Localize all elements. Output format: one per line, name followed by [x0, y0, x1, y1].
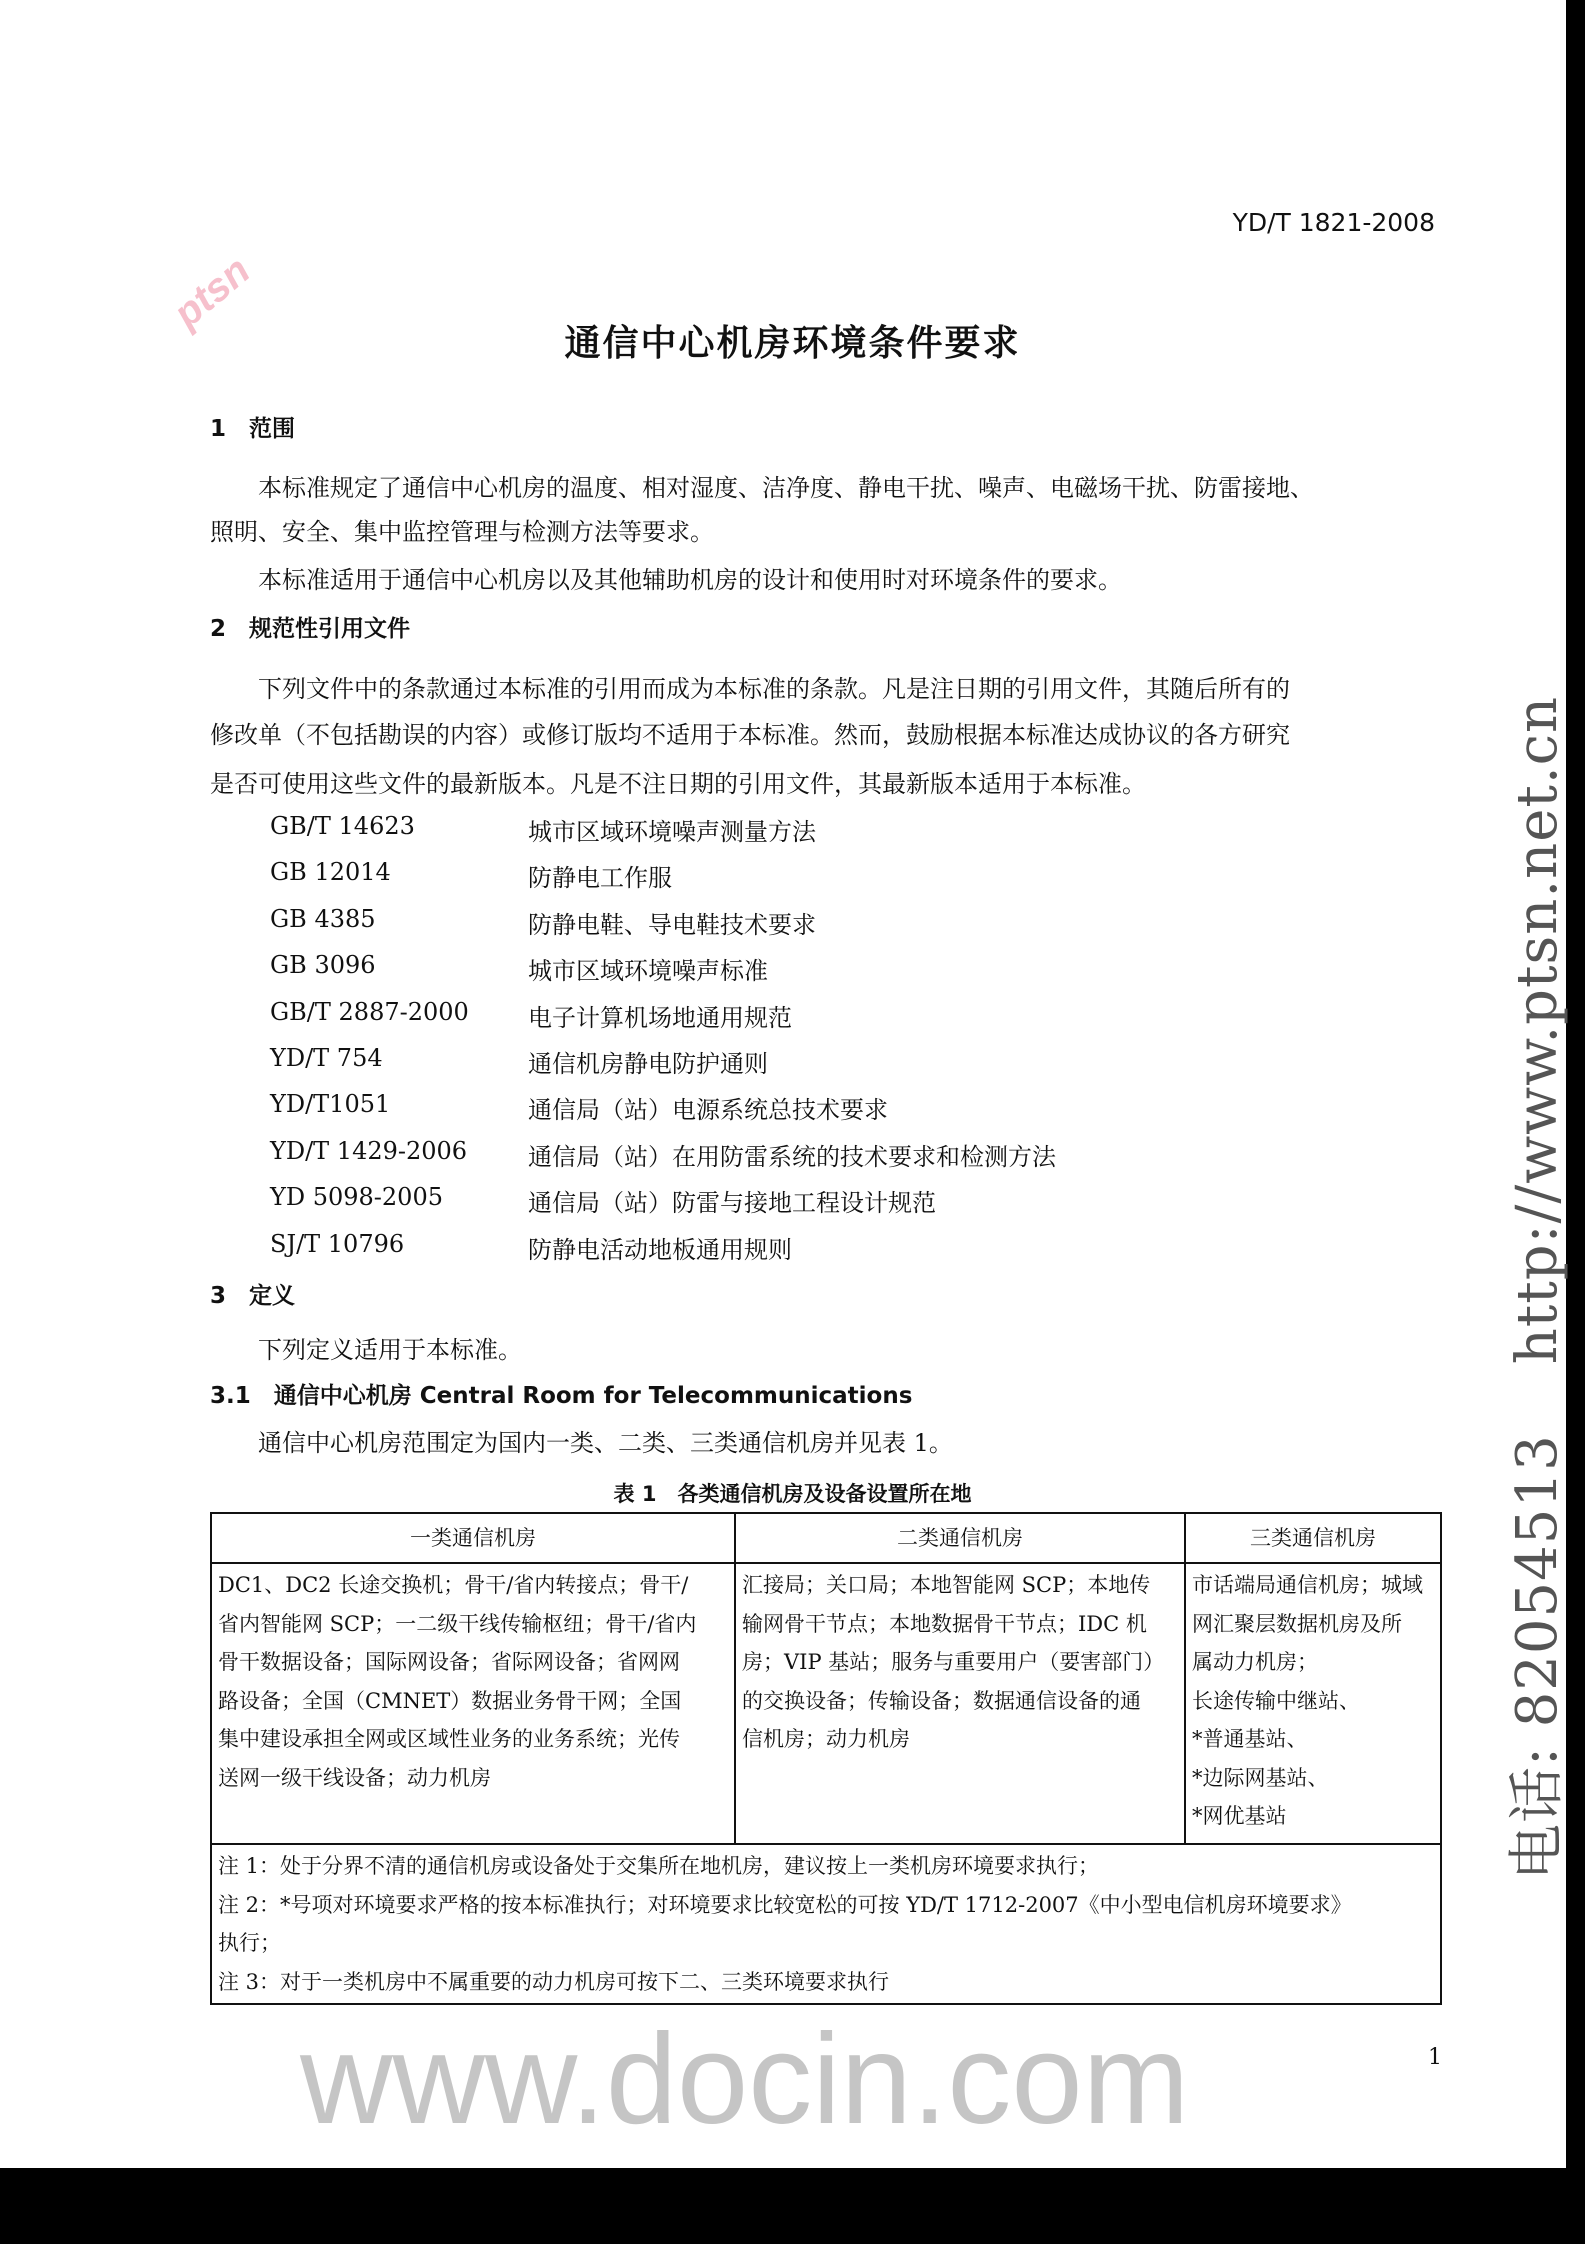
paragraph-line: 修改单（不包括勘误的内容）或修订版均不适用于本标准。然而，鼓励根据本标准达成协议的各方研究 [210, 721, 1290, 749]
cell-line: *网优基站 [1192, 1804, 1287, 1828]
reference-code: YD 5098-2005 [270, 1183, 443, 1212]
section-number: 1 [210, 416, 227, 442]
paragraph-line: 是否可使用这些文件的最新版本。凡是不注日期的引用文件，其最新版本适用于本标准。 [210, 770, 1146, 798]
cell-line: 执行； [218, 1931, 281, 1955]
url-text: http://www.ptsn.net.cn [1505, 695, 1570, 1365]
side-contact-text [1493, 626, 1573, 1880]
section-title: 定义 [249, 1283, 296, 1309]
cell-class-1 [211, 1563, 735, 1844]
cell-line: 属动力机房； [1192, 1650, 1318, 1674]
reference-title: 通信局（站）电源系统总技术要求 [528, 1096, 888, 1125]
stamp-logo: ptsn [165, 248, 259, 337]
paragraph-line: 下列定义适用于本标准。 [258, 1336, 522, 1364]
cell-line: DC1、DC2 长途交换机；骨干/省内转接点；骨干/ [218, 1573, 689, 1597]
paragraph-line: 本标准适用于通信中心机房以及其他辅助机房的设计和使用时对环境条件的要求。 [258, 566, 1122, 594]
paragraph-line: 下列文件中的条款通过本标准的引用而成为本标准的条款。凡是注日期的引用文件，其随后所有的 [258, 675, 1290, 703]
reference-title: 通信局（站）防雷与接地工程设计规范 [528, 1189, 936, 1218]
column-header: 二类通信机房 [735, 1513, 1185, 1563]
paragraph-line: 照明、安全、集中监控管理与检测方法等要求。 [210, 518, 714, 546]
reference-title: 城市区域环境噪声测量方法 [528, 818, 816, 846]
column-header: 一类通信机房 [211, 1513, 735, 1563]
reference-title: 防静电鞋、导电鞋技术要求 [528, 910, 816, 939]
section-1-heading [210, 410, 295, 443]
reference-title: 城市区域环境噪声标准 [528, 957, 768, 986]
cell-line: 送网一级干线设备；动力机房 [218, 1765, 491, 1790]
cell-line: 集中建设承担全网或区域性业务的业务系统；光传 [218, 1727, 680, 1751]
page-number: 1 [1428, 2045, 1442, 2070]
cell-line: *边际网基站、 [1192, 1765, 1329, 1790]
watermark: www.docin.com [300, 2008, 1190, 2151]
reference-title: 防静电活动地板通用规则 [528, 1235, 792, 1264]
standard-number: YD/T 1821-2008 [1232, 208, 1435, 237]
cell-class-2 [735, 1563, 1185, 1844]
cell-line: *普通基站、 [1192, 1727, 1308, 1751]
section-title: 范围 [249, 416, 296, 442]
cell-class-3 [1185, 1563, 1441, 1844]
cell-line: 市话端局通信机房；城域 [1192, 1573, 1423, 1597]
reference-title: 通信机房静电防护通则 [528, 1050, 768, 1078]
reference-code: YD/T1051 [270, 1090, 391, 1119]
reference-code: GB/T 2887-2000 [270, 997, 469, 1026]
table-row [211, 1563, 1441, 1844]
reference-code: SJ/T 10796 [270, 1229, 405, 1258]
section-number: 3.1 [210, 1383, 251, 1409]
section-2-heading [210, 610, 410, 643]
cell-line: 注 1：处于分界不清的通信机房或设备处于交集所在地机房，建议按上一类机房环境要求执行； [218, 1854, 1100, 1878]
reference-code: GB 4385 [270, 904, 376, 933]
cell-line: 注 3：对于一类机房中不属重要的动力机房可按下二、三类环境要求执行 [218, 1969, 890, 1994]
cell-line: 的交换设备；传输设备；数据通信设备的通 [742, 1688, 1141, 1713]
cell-line: 网汇聚层数据机房及所 [1192, 1611, 1402, 1636]
cell-line: 注 2：*号项对环境要求严格的按本标准执行；对环境要求比较宽松的可按 YD/T 1712-2007《中小型电信机房环境要求》 [218, 1892, 1352, 1917]
reference-code: GB 3096 [270, 951, 376, 980]
column-header: 三类通信机房 [1185, 1513, 1441, 1563]
cell-line: 省内智能网 SCP；一二级干线传输枢纽；骨干/省内 [218, 1611, 697, 1636]
section-3-heading [210, 1277, 295, 1310]
reference-code: GB 12014 [270, 858, 391, 887]
reference-code: GB/T 14623 [270, 812, 415, 840]
reference-title: 防静电工作服 [528, 864, 672, 893]
table-notes-row [211, 1844, 1441, 2004]
section-3-1-heading [210, 1377, 912, 1410]
table-notes [211, 1844, 1441, 2004]
reference-title: 电子计算机场地通用规范 [528, 1003, 792, 1032]
section-number: 2 [210, 616, 227, 642]
cell-line: 路设备；全国（CMNET）数据业务骨干网；全国 [218, 1688, 682, 1713]
paragraph-line: 通信中心机房范围定为国内一类、二类、三类通信机房并见表 1。 [258, 1429, 953, 1457]
cell-line: 输网骨干节点；本地数据骨干节点；IDC 机 [742, 1611, 1147, 1636]
cell-line: 长途传输中继站、 [1192, 1688, 1360, 1713]
cell-line: 骨干数据设备；国际网设备；省际网设备；省网网 [218, 1650, 680, 1674]
table-header-row [211, 1513, 1441, 1563]
table-caption: 表 1 各类通信机房及设备设置所在地 [613, 1482, 972, 1506]
section-number: 3 [210, 1283, 227, 1309]
reference-title: 通信局（站）在用防雷系统的技术要求和检测方法 [528, 1142, 1056, 1171]
cell-line: 信机房；动力机房 [742, 1727, 910, 1751]
phone-text: 电话: 82054513 [1505, 1434, 1570, 1880]
section-title: 规范性引用文件 [249, 616, 411, 642]
reference-code: YD/T 1429-2006 [270, 1136, 468, 1165]
section-title: 通信中心机房 Central Room for Telecommunications [273, 1383, 913, 1409]
paragraph-line: 本标准规定了通信中心机房的温度、相对湿度、洁净度、静电干扰、噪声、电磁场干扰、防雷接地、 [258, 474, 1314, 502]
cell-line: 房；VIP 基站；服务与重要用户（要害部门） [742, 1650, 1165, 1674]
reference-code: YD/T 754 [270, 1044, 383, 1072]
page-title: 通信中心机房环境条件要求 [564, 323, 1021, 364]
room-classification-table [210, 1512, 1442, 2005]
cell-line: 汇接局；关口局；本地智能网 SCP；本地传 [742, 1573, 1151, 1597]
bottom-black-bar [0, 2168, 1585, 2244]
